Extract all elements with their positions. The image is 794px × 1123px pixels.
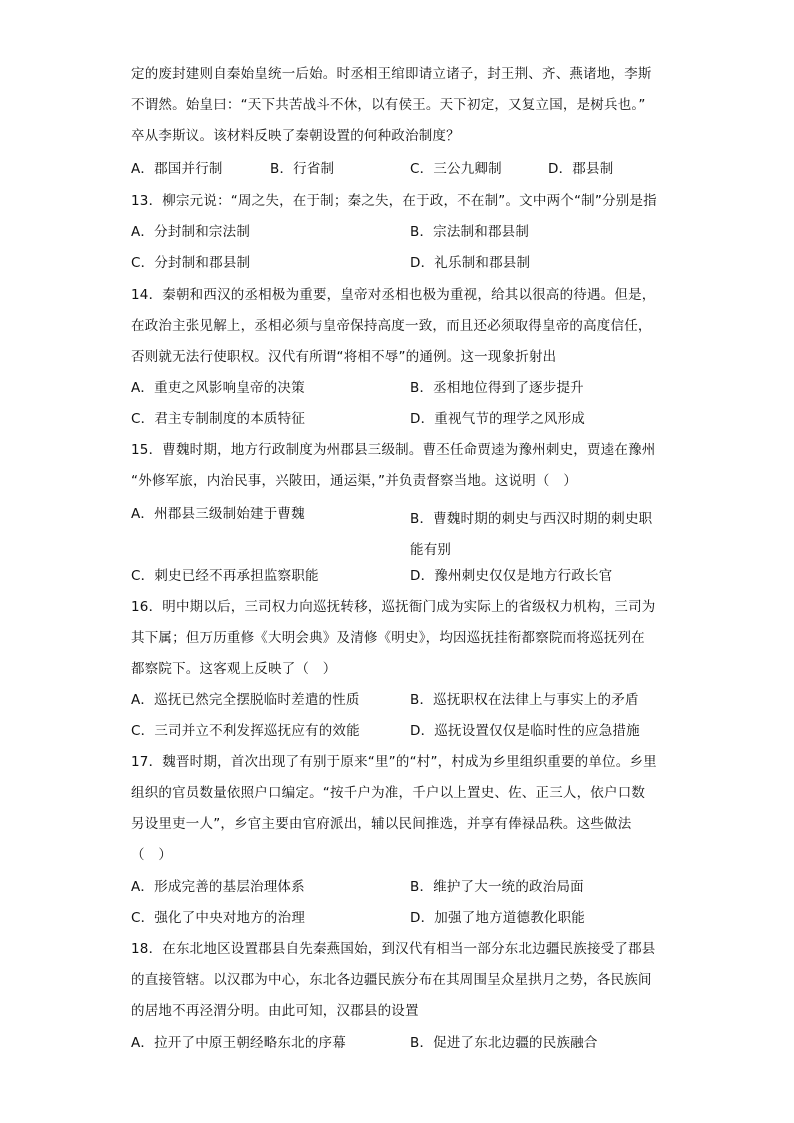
q18-stem-line: 的居地不再泾渭分明。由此可知，汉郡县的设置: [131, 1003, 419, 1019]
q17-stem-line: 组织的官员数量依照户口编定。“按千户为准，千户以上置史、佐、正三人，依户口数: [131, 785, 646, 801]
q12-option-a: A．郡国并行制: [131, 161, 223, 177]
q17-option-b: B．维护了大一统的政治局面: [410, 879, 584, 895]
q15-option-b-text: B．曹魏时期的刺史与西汉时期的刺史职能有别: [410, 511, 653, 558]
q14-stem-line: 14．秦朝和西汉的丞相极为重要，皇帝对丞相也极为重视，给其以很高的待遇。但是，: [131, 287, 656, 303]
q13-stem-line: 13．柳宗元说：“周之失，在于制；秦之失，在于政，不在制”。文中两个“制”分别是指: [131, 193, 657, 209]
q13-option-b: B．宗法制和郡县制: [410, 224, 530, 240]
q14-option-a: A．重吏之风影响皇帝的决策: [131, 380, 305, 396]
q14-option-d: D．重视气节的理学之风形成: [410, 411, 585, 427]
q15-option-d: D．豫州刺史仅仅是地方行政长官: [410, 568, 613, 584]
q13-option-c: C．分封制和郡县制: [131, 255, 251, 271]
q18-stem-line: 的直接管辖。以汉郡为中心，东北各边疆民族分布在其周围呈众星拱月之势，各民族间: [131, 972, 652, 988]
q12-option-b: B．行省制: [270, 161, 335, 177]
q16-option-d: D．巡抚设置仅仅是临时性的应急措施: [410, 723, 640, 739]
q18-option-b: B．促进了东北边疆的民族融合: [410, 1035, 598, 1051]
q17-stem-line: （ ）: [131, 847, 173, 863]
q16-option-c: C．三司并立不利发挥巡抚应有的效能: [131, 723, 360, 739]
q14-stem-line: 否则就无法行使职权。汉代有所谓“将相不辱”的通例。这一现象折射出: [131, 349, 557, 365]
q13-option-a: A．分封制和宗法制: [131, 224, 251, 240]
q16-stem-line: 16．明中期以后，三司权力向巡抚转移，巡抚衙门成为实际上的省级权力机构，三司为: [131, 599, 656, 615]
q17-option-c: C．强化了中央对地方的治理: [131, 910, 306, 926]
q12-stem-line: 不谓然。始皇曰：“天下共苦战斗不休，以有侯王。天下初定，又复立国，是树兵也。”: [131, 97, 646, 113]
q18-option-a: A．拉开了中原王朝经略东北的序幕: [131, 1035, 346, 1051]
q12-option-c: C．三公九卿制: [410, 161, 502, 177]
q16-stem-line: 都察院下。这客观上反映了（ ）: [131, 661, 337, 677]
q17-stem-line: 另设里吏一人”，乡官主要由官府派出，辅以民间推选，并享有俸禄品秩。这些做法: [131, 816, 632, 832]
q16-stem-line: 其下属；但万历重修《大明会典》及清修《明史》，均因巡抚挂衔都察院而将巡抚列在: [131, 630, 645, 646]
q14-stem-line: 在政治主张见解上，丞相必须与皇帝保持高度一致，而且还必须取得皇帝的高度信任，: [131, 318, 652, 334]
q15-option-b: [410, 504, 665, 566]
q13-option-d: D．礼乐制和郡县制: [410, 255, 531, 271]
q12-stem-line: 定的废封建则自秦始皇统一后始。时丞相王绾即请立诸子，封王荆、齐、燕诸地，李斯: [131, 66, 652, 82]
q15-option-c: C．刺史已经不再承担监察职能: [131, 568, 319, 584]
q14-option-b: B．丞相地位得到了逐步提升: [410, 380, 584, 396]
q15-stem-line: “外修军旅，内治民事，兴陂田，通运渠，”并负责督察当地。这说明（ ）: [131, 473, 578, 489]
q17-stem-line: 17．魏晋时期，首次出现了有别于原来“里”的“村”，村成为乡里组织重要的单位。乡里: [131, 754, 657, 770]
q12-stem-line: 卒从李斯议。该材料反映了秦朝设置的何种政治制度？: [131, 128, 460, 144]
q15-stem-line: 15．曹魏时期，地方行政制度为州郡县三级制。曹丕任命贾逵为豫州刺史，贾逵在豫州: [131, 442, 656, 458]
q16-option-a: A．巡抚已然完全摆脱临时差遣的性质: [131, 692, 360, 708]
q15-option-a: A．州郡县三级制始建于曹魏: [131, 506, 305, 522]
q18-stem-line: 18．在东北地区设置郡县自先秦燕国始，到汉代有相当一部分东北边疆民族接受了郡县: [131, 941, 656, 957]
q14-option-c: C．君主专制制度的本质特征: [131, 411, 306, 427]
q17-option-d: D．加强了地方道德教化职能: [410, 910, 585, 926]
q17-option-a: A．形成完善的基层治理体系: [131, 879, 305, 895]
q12-option-d: D．郡县制: [548, 161, 614, 177]
q16-option-b: B．巡抚职权在法律上与事实上的矛盾: [410, 692, 639, 708]
